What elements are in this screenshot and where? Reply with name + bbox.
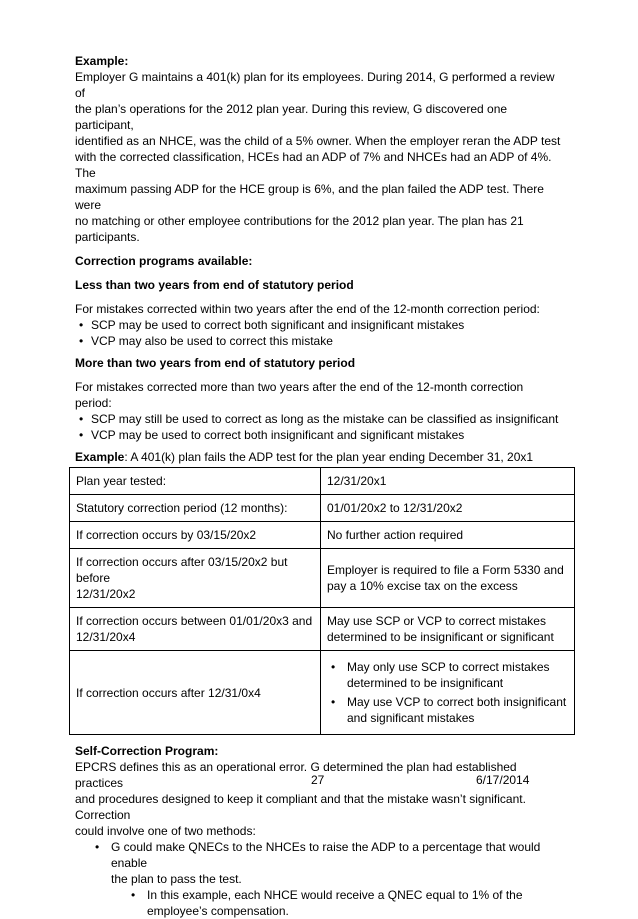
table-cell: 12/31/20x1: [321, 468, 575, 495]
page-number: 27: [311, 773, 325, 787]
table-row: [70, 495, 575, 522]
list-line: • In this example, each NHCE would receive a QNEC equal to 1% of the: [147, 888, 523, 902]
cell-line: • May use VCP to correct both insignificant: [347, 695, 567, 709]
example-line: the plan’s operations for the 2012 plan year. During this review, G discovered one participant,: [75, 102, 508, 132]
table-row: [70, 522, 575, 549]
example-line: Employer G maintains a 401(k) plan for its employees. During 2014, G performed a review of: [75, 70, 555, 100]
document-page: [75, 53, 567, 919]
example-paragraph: [75, 69, 563, 245]
cell-line: 12/31/20x4: [76, 630, 136, 644]
list-item: [327, 694, 568, 726]
table-row: [70, 549, 575, 608]
list-item: [327, 659, 568, 691]
example-line: with the corrected classification, HCEs had an ADP of 7% and NHCEs had an ADP of 4%. The: [75, 150, 552, 180]
table-cell: [70, 549, 321, 608]
list-line: employee’s compensation.: [147, 904, 289, 918]
less-two-years-list: [75, 317, 563, 349]
methods-sublist: [111, 887, 563, 919]
table-cell: [70, 608, 321, 651]
table-cell: If correction occurs by 03/15/20x2: [70, 522, 321, 549]
list-item: • VCP may be used to correct both insignificant and significant mistakes: [75, 427, 563, 443]
cell-bullet-list: [327, 659, 568, 726]
methods-list: [75, 839, 563, 919]
table-cell: Statutory correction period (12 months):: [70, 495, 321, 522]
paragraph-line: and procedures designed to keep it compliant and that the mistake wasn’t significant. Correction: [75, 792, 526, 822]
cell-line: • May only use SCP to correct mistakes: [347, 660, 550, 674]
table-cell: No further action required: [321, 522, 575, 549]
paragraph-line: could involve one of two methods:: [75, 824, 256, 838]
paragraph-line: EPCRS defines this as an operational error. G determined the plan had established practices: [75, 760, 517, 790]
more-two-years-intro: For mistakes corrected more than two years after the end of the 12-month correction period:: [75, 380, 524, 410]
more-two-years-heading: More than two years from end of statutory period: [75, 356, 356, 370]
correction-programs-heading: Correction programs available:: [75, 254, 253, 268]
cell-line: determined to be insignificant or significant: [327, 630, 554, 644]
cell-line: 12/31/20x2: [76, 587, 136, 601]
correction-timeline-table: [69, 467, 575, 735]
table-intro-text: : A 401(k) plan fails the ADP test for the plan year ending December 31, 20x1: [124, 450, 534, 464]
table-cell: [321, 651, 575, 735]
table-cell: [321, 549, 575, 608]
list-line: • G could make QNECs to the NHCEs to raise the ADP to a percentage that would enable: [111, 840, 541, 870]
table-cell: If correction occurs after 12/31/0x4: [70, 651, 321, 735]
table-row: [70, 608, 575, 651]
table-intro-label: Example: [75, 450, 125, 464]
table-cell: Plan year tested:: [70, 468, 321, 495]
list-item: [111, 887, 563, 919]
footer-date: 6/17/2014: [476, 773, 530, 787]
self-correction-paragraph: [75, 759, 563, 839]
list-item: • SCP may be used to correct both significant and insignificant mistakes: [75, 317, 563, 333]
example-line: identified as an NHCE, was the child of a 5% owner. When the employer reran the ADP test: [75, 134, 561, 148]
example-line: maximum passing ADP for the HCE group is 6%, and the plan failed the ADP test. There were: [75, 182, 544, 212]
cell-line: If correction occurs between 01/01/20x3 and: [76, 614, 313, 628]
cell-line: May use SCP or VCP to correct mistakes: [327, 614, 546, 628]
table-cell: [321, 608, 575, 651]
self-correction-heading: Self-Correction Program:: [75, 744, 219, 758]
list-item: • SCP may still be used to correct as long as the mistake can be classified as insignificant: [75, 411, 563, 427]
example-line: participants.: [75, 230, 140, 244]
less-two-years-heading: Less than two years from end of statutory period: [75, 278, 354, 292]
table-row: [70, 468, 575, 495]
table-intro: [75, 449, 563, 465]
cell-line: and significant mistakes: [347, 711, 475, 725]
more-two-years-list: [75, 411, 563, 443]
table-row: [70, 651, 575, 735]
cell-line: determined to be insignificant: [347, 676, 504, 690]
cell-line: If correction occurs after 03/15/20x2 but before: [76, 555, 288, 585]
list-item: • VCP may also be used to correct this mistake: [75, 333, 563, 349]
list-item: [75, 839, 563, 919]
less-two-years-intro: For mistakes corrected within two years after the end of the 12-month correction period:: [75, 302, 540, 316]
table-cell: 01/01/20x2 to 12/31/20x2: [321, 495, 575, 522]
cell-line: pay a 10% excise tax on the excess: [327, 579, 518, 593]
example-heading: Example:: [75, 54, 129, 68]
list-line: the plan to pass the test.: [111, 872, 242, 886]
example-line: no matching or other employee contributions for the 2012 plan year. The plan has 21: [75, 214, 524, 228]
cell-line: Employer is required to file a Form 5330 and: [327, 563, 564, 577]
